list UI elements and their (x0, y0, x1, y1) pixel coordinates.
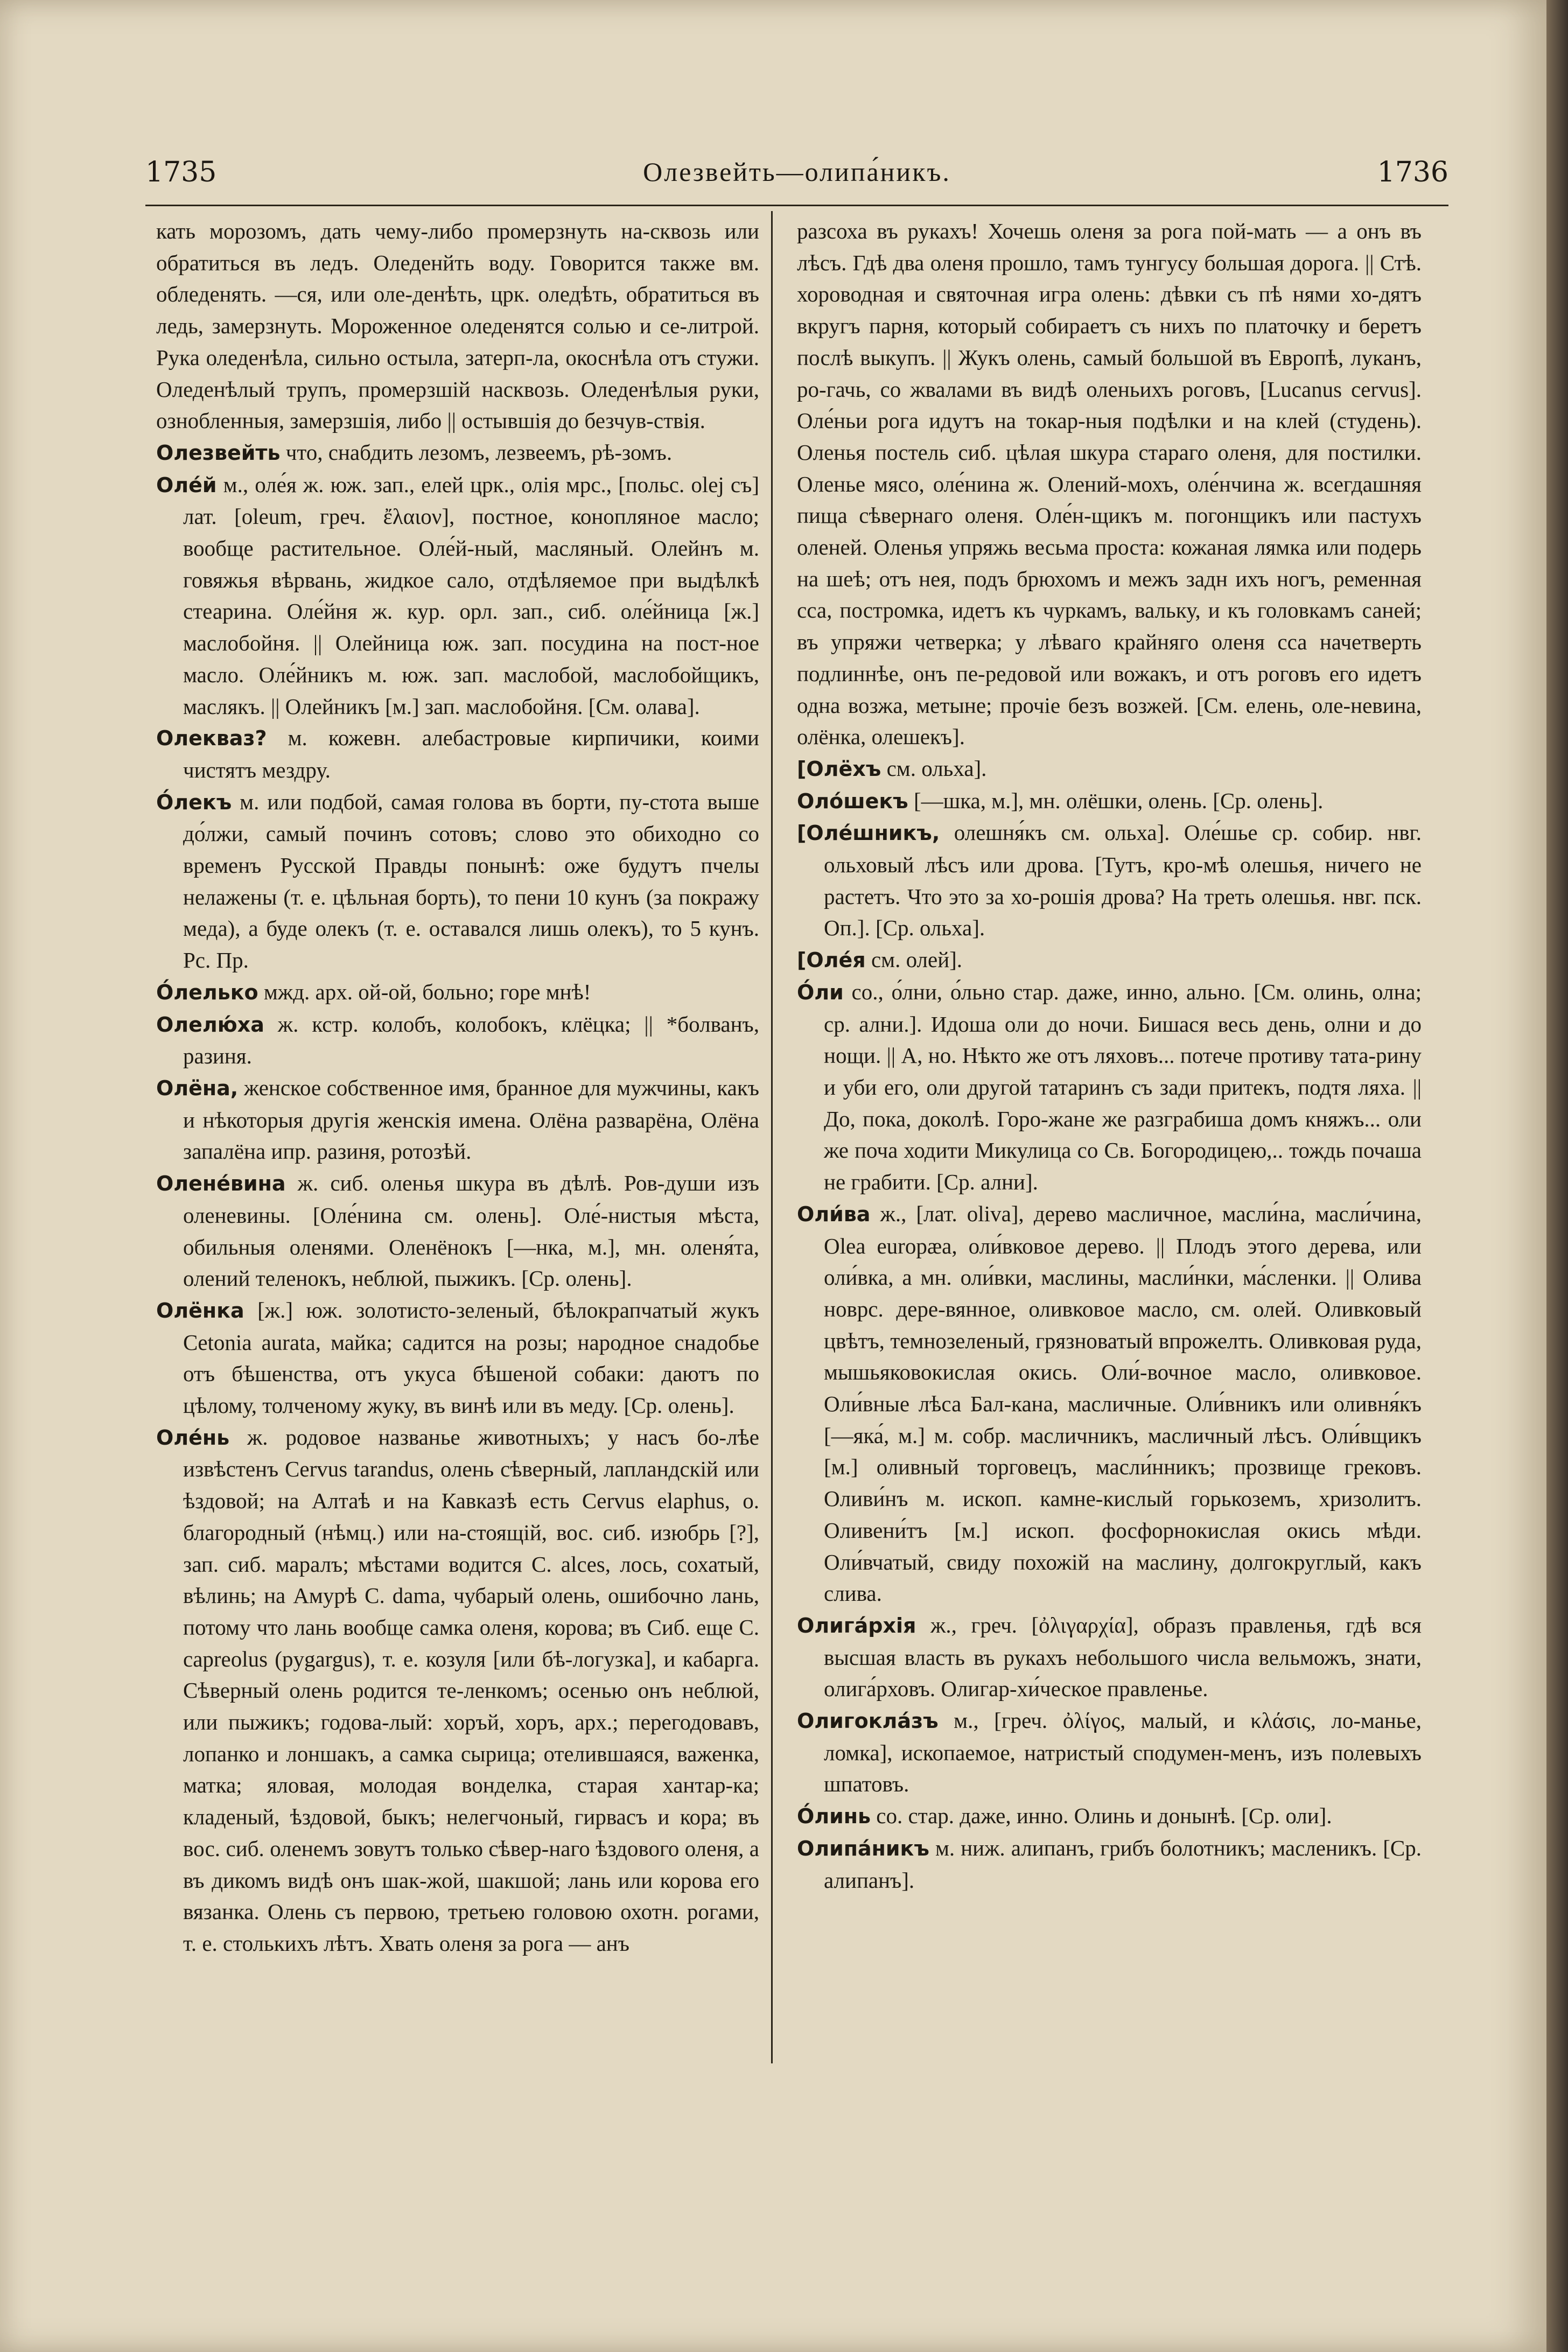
right-column (797, 215, 1422, 1896)
entry-headword: Олигокла́зъ (797, 1709, 939, 1733)
entry-text: мжд. арх. ой-ой, больно; горе мнѣ! (258, 979, 591, 1004)
entry-text: ж. родовое названье животныхъ; у насъ бо-лѣе извѣстенъ Cervus tarandus, олень сѣверный, лапландскій или ѣздовой; на Алтаѣ и на Кавказѣ есть Cervus elaphus, о. благородный (нѣмц.) или на-стоящій, вос. сиб. изюбрь [?], зап. сиб. маралъ; мѣстами водится C. alces, лось, сохатый, вѣлинь; на Амурѣ C. dama, чубарый олень, ошибочно лань, потому что лань вообще самка оленя, корова; въ Сиб. еще C. capreolus (pygargus), т. е. козуля [или бѣ-логузка], и кабарга. Сѣверный олень родится те-ленкомъ; осенью онъ неблюй, или пыжикъ; годова-лый: хоръй, хоръ, арх.; перегодовавъ, лопанко и лоншакъ, а самка сырица; отелившаяся, важенка, матка; яловая, молодая вонделка, старая хантар-ка; кладеный, ѣздовой, быкъ; нелегчоный, гирвасъ и кора; въ вос. сиб. оленемъ зовутъ только сѣвер-наго ѣздового оленя, а въ дикомъ видѣ онъ шак-жой, шакшой; лань или корова его вязанка. Олень съ первою, третьею головою охотн. рогами, т. е. столькихъ лѣтъ. Хвать оленя за рога — анъ (183, 1424, 759, 1956)
running-title: Олезвейть—олипа́никъ. (643, 157, 951, 187)
entry-text: ж. кстр. колобъ, колобокъ, клёцка; || *болванъ, разиня. (183, 1011, 759, 1069)
dictionary-entry (156, 1294, 759, 1422)
entry-text: со. стар. даже, инно. Олинь и донынѣ. [Ср. оли]. (871, 1803, 1332, 1829)
entry-text: м. ниж. алипанъ, грибъ болотникъ; масленикъ. [Ср. алипанъ]. (824, 1835, 1422, 1893)
running-header (145, 156, 1448, 199)
entry-headword: О́линь (797, 1804, 871, 1829)
entry-headword: Олелю́ха (156, 1012, 264, 1037)
dictionary-entry (156, 437, 759, 469)
dictionary-entry (156, 976, 759, 1009)
dictionary-entry (156, 1167, 759, 1294)
entry-headword: Олезвейть (156, 440, 281, 465)
dictionary-entry (797, 785, 1422, 817)
page-number-right: 1736 (1377, 156, 1448, 188)
continued-text (797, 215, 1422, 753)
entry-text: см. олей]. (865, 947, 963, 972)
dictionary-entry (156, 1072, 759, 1167)
entry-text: м., [греч. ὀλίγος, малый, и κλάσις, ло-манье, ломка], ископаемое, натристый сподумен-менъ, изъ полевыхъ шпатовъ. (824, 1708, 1422, 1797)
entry-headword: Олига́рхія (797, 1613, 916, 1637)
dictionary-entry (797, 817, 1422, 944)
page-edge (1546, 0, 1568, 2352)
entry-text: [—шка, м.], мн. олёшки, олень. [Ср. олень]. (908, 788, 1324, 813)
entry-text: см. ольха]. (881, 755, 987, 781)
entry-text: м. или подбой, самая голова въ борти, пу-стота выше до́лжи, самый починъ сотовъ; слово это обиходно со временъ Русской Правды понынѣ: оже будутъ пчелы нелажены (т. е. цѣльная борть), то пени 10 кунъ (за покражу меда), а буде олекъ (т. е. оставался лишь олекъ), то 5 кунъ. Рс. Пр. (183, 789, 759, 973)
dictionary-entry (156, 469, 759, 723)
entry-text: [ж.] юж. золотисто-зеленый, бѣлокрапчатый жукъ Cetonia aurata, майка; садится на розы; народное снадобье отъ бѣшенства, отъ укуса бѣшеной собаки: даютъ по цѣлому, толченому жуку, въ винѣ или въ меду. [Ср. олень]. (183, 1297, 759, 1418)
entry-headword: Оле́й (156, 473, 217, 497)
dictionary-entry (156, 722, 759, 786)
entry-text: м., оле́я ж. юж. зап., елей црк., олія мрс., [польс. olej съ] лат. [oleum, греч. ἔλαιον], постное, конопляное масло; вообще растительное. Оле́й-ный, масляный. Олейнъ м. говяжья вѣрвань, жидкое сало, отдѣляемое при выдѣлкѣ стеарина. Оле́йня ж. кур. орл. зап., сиб. оле́йница [ж.] маслобойня. || Олейница юж. зап. посудина на пост-ное масло. Оле́йникъ м. юж. зап. маслобой, маслобойщикъ, маслякъ. || Олейникъ [м.] зап. маслобойня. [См. олава]. (183, 472, 759, 719)
entry-text: ж. сиб. оленья шкура въ дѣлѣ. Ров-души изъ оленевины. [Оле́нина см. олень]. Оле́-нистыя мѣста, обильныя оленями. Оленёнокъ [—нка, м.], мн. оленя́та, олений теленокъ, неблюй, пыжикъ. [Ср. олень]. (183, 1171, 759, 1291)
entry-headword: Олипа́никъ (797, 1836, 929, 1860)
entry-headword: [Оле́я (797, 948, 866, 972)
entry-text: олешня́къ см. ольха]. Оле́шье ср. собир. нвг. ольховый лѣсъ или дрова. [Тутъ, кро-мѣ олешья, ничего не растетъ. Что это за хо-рошія дрова? На треть олешья. нвг. пск. Оп.]. [Ср. ольха]. (824, 820, 1422, 941)
dictionary-entry (156, 1009, 759, 1072)
dictionary-entry (797, 944, 1422, 976)
header-rule (145, 205, 1448, 206)
entry-text: со., о́лни, о́льно стар. даже, инно, ально. [См. олинь, олна; ср. ални.]. Идоша оли до ночи. Бишася весь день, олни и до нощи. || А, но. Нѣкто же отъ ляховъ... потече противу тата-рину и уби его, оли другой татаринъ съ зади притекъ, подтя ляха. || До, пока, доколѣ. Горо-жане же разграбиша домъ княжъ... оли же поча ходити Микулица со Св. Богородицею,.. тождь почаша не грабити. [Ср. ални]. (824, 979, 1422, 1195)
entry-headword: О́лекъ (156, 790, 232, 814)
entry-headword: Оле́нь (156, 1425, 230, 1450)
continued-text (156, 215, 759, 437)
entry-headword: Оло́шекъ (797, 789, 908, 813)
entry-text: что, снабдить лезомъ, лезвеемъ, рѣ-зомъ. (280, 439, 673, 465)
dictionary-entry (797, 1705, 1422, 1800)
dictionary-entry (797, 1198, 1422, 1609)
entry-text: м. кожевн. алебастровые кирпичики, коими чистятъ мездру. (183, 725, 759, 782)
entry-headword: [Оле́шникъ, (797, 821, 940, 845)
left-column (156, 215, 759, 1959)
entry-text: кать морозомъ, дать чему-либо промерзнуть на-сквозь или обратиться въ ледъ. Оледенйть воду. Говорится также вм. обледенять. —ся, или оле-денѣть, црк. оледѣть, обратиться въ ледь, замерзнуть. Мороженное оледенятся солью и се-литрой. Рука оледенѣла, сильно остыла, затерп-ла, окоснѣла отъ стужи. Оледенѣлый трупъ, промерзшій насквозь. Оледенѣлыя руки, ознобленныя, замерзшія, либо || остывшія до безчув-ствія. (156, 219, 759, 433)
entry-headword: Олене́вина (156, 1172, 286, 1196)
column-divider (771, 211, 773, 2063)
dictionary-entry (156, 1422, 759, 1959)
entry-text: женское собственное имя, бранное для мужчины, какъ и нѣкоторыя другія женскія имена. Олёна разварёна, Олёна запалёна ипр. разиня, ротозѣй. (183, 1075, 759, 1164)
dictionary-entry (156, 786, 759, 976)
entry-headword: Олекваз? (156, 726, 267, 751)
entry-text: разсоха въ рукахъ! Хочешь оленя за рога пой-мать — а онъ въ лѣсъ. Гдѣ два оленя прошло, тамъ тунгусу большая дорога. || Стѣ. хороводная и святочная игра олень: дѣвки съ пѣ нями хо-дятъ вкругъ парня, который собираетъ съ нихъ по платочку и беретъ послѣ выкупъ. || Жукъ олень, самый большой въ Европѣ, луканъ, ро-гачь, со жвалами въ видѣ оленьихъ роговъ, [Lucanus cervus]. Оле́ньи рога идутъ на токар-ныя подѣлки и на клей (студень). Оленья постель сиб. цѣлая шкура стараго оленя, для постилки. Оленье мясо, оле́нина ж. Олений-мохъ, оле́нчина ж. всегдашняя пища сѣвернаго оленя. Оле́н-щикъ м. погонщикъ или пастухъ оленей. Оленья упряжь весьма проста: кожаная лямка или подерь на шеѣ; отъ нея, подъ брюхомъ и межъ задн ихъ ногъ, ременная сса, постромка, идетъ къ чуркамъ, вальку, и къ головкамъ саней; въ упряжи четверка; у лѣваго крайняго оленя сса начетверть подлиннѣе, онъ пе-редовой или вожакъ, и отъ роговъ его идетъ одна возжа, метыне; прочіе безъ возжей. [См. елень, оле-невина, олёнка, олешекъ]. (797, 219, 1422, 750)
dictionary-entry (797, 753, 1422, 785)
entry-headword: Оли́ва (797, 1202, 871, 1226)
dictionary-entry (797, 976, 1422, 1198)
entry-headword: О́лелько (156, 980, 258, 1004)
entry-headword: О́ли (797, 980, 844, 1004)
entry-headword: [Олёхъ (797, 757, 881, 781)
entry-text: ж., [лат. oliva], дерево масличное, масли́на, масли́чина, Olea europæa, оли́вковое дерево. || Плодъ этого дерева, или оли́вка, а мн. оли́вки, маслины, масли́нки, ма́сленки. || Олива новрс. дере-вянное, оливковое масло, см. олей. Оливковый цвѣтъ, темнозеленый, грязноватый впрожелть. Оливковая руда, мышьяковокислая окись. Оли́-вочное масло, оливковое. Оли́вные лѣса Бал-кана, масличные. Оли́вникъ или оливня́къ [—яка́, м.] м. собр. масличникъ, масличный лѣсъ. Оли́вщикъ [м.] оливный торговецъ, масли́нникъ; прозвище грековъ. Оливи́нъ м. ископ. камне-кислый горькоземъ, хризолитъ. Оливени́тъ [м.] ископ. фосфорнокислая окись мѣди. Оли́вчатый, свиду похожій на маслину, долгокруглый, какъ слива. (824, 1201, 1422, 1606)
dictionary-entry (797, 1609, 1422, 1705)
entry-headword: Олёна, (156, 1076, 239, 1100)
entry-headword: Олёнка (156, 1298, 244, 1322)
dictionary-entry (797, 1832, 1422, 1896)
dictionary-entry (797, 1800, 1422, 1832)
page-number-left: 1735 (145, 156, 217, 188)
entry-text: ж., греч. [ὀλιγαρχία], образъ правленья, гдѣ вся высшая власть въ рукахъ небольшого числа вельможъ, знати, олига́рховъ. Олигар-хи́ческое правленье. (824, 1612, 1422, 1702)
